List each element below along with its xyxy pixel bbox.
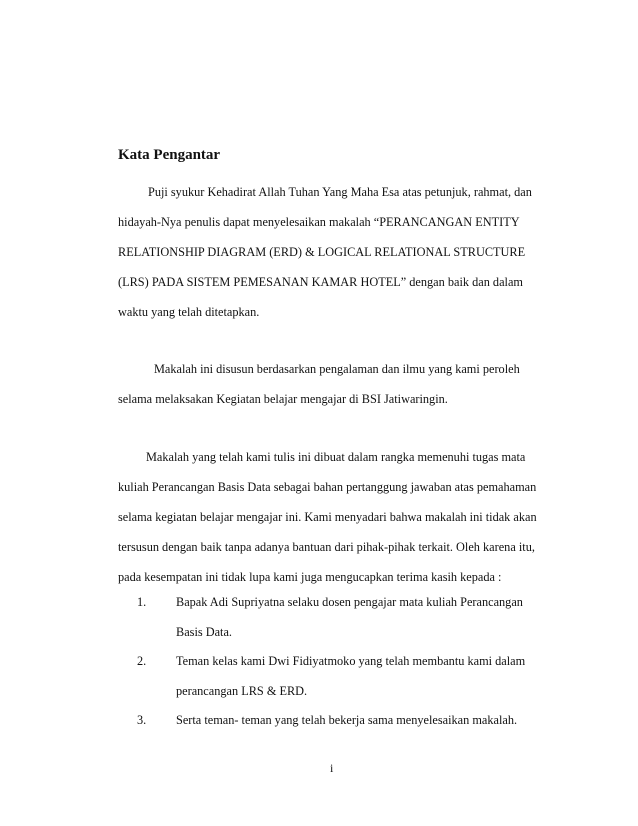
list-item-1-number: 1.	[137, 595, 147, 609]
list-item-3-line-1: Serta teman- teman yang telah bekerja sama menyelesaikan makalah.	[176, 713, 518, 727]
list-item-2-number: 2.	[137, 654, 147, 668]
list-item-2-line-2: perancangan LRS & ERD.	[176, 684, 308, 698]
page-title: Kata Pengantar	[118, 147, 221, 163]
paragraph1-line-3: RELATIONSHIP DIAGRAM (ERD) & LOGICAL RELATIONAL STRUCTURE	[118, 245, 526, 259]
paragraph3-line-2: kuliah Perancangan Basis Data sebagai bahan pertanggung jawaban atas pemahaman	[118, 480, 537, 494]
paragraph3-line-1: Makalah yang telah kami tulis ini dibuat dalam rangka memenuhi tugas mata	[146, 450, 526, 464]
paragraph1-line-5: waktu yang telah ditetapkan.	[118, 305, 260, 319]
list-item-3-number: 3.	[137, 713, 147, 727]
list-item-2-line-1: Teman kelas kami Dwi Fidiyatmoko yang telah membantu kami dalam	[176, 654, 526, 668]
paragraph1-line-2: hidayah-Nya penulis dapat menyelesaikan makalah “PERANCANGAN ENTITY	[118, 215, 520, 229]
paragraph2-line-1: Makalah ini disusun berdasarkan pengalaman dan ilmu yang kami peroleh	[154, 362, 520, 376]
paragraph3-line-3: selama kegiatan belajar mengajar ini. Kami menyadari bahwa makalah ini tidak akan	[118, 510, 537, 524]
paragraph3-line-4: tersusun dengan baik tanpa adanya bantuan dari pihak-pihak terkait. Oleh karena itu,	[118, 540, 535, 554]
paragraph3-line-5: pada kesempatan ini tidak lupa kami juga mengucapkan terima kasih kepada :	[118, 570, 502, 584]
paragraph1-line-1: Puji syukur Kehadirat Allah Tuhan Yang Maha Esa atas petunjuk, rahmat, dan	[148, 185, 532, 199]
paragraph1-line-4: (LRS) PADA SISTEM PEMESANAN KAMAR HOTEL” dengan baik dan dalam	[118, 275, 523, 289]
paragraph2-line-2: selama melaksakan Kegiatan belajar mengajar di BSI Jatiwaringin.	[118, 392, 448, 406]
list-item-1-line-2: Basis Data.	[176, 625, 233, 639]
list-item-1-line-1: Bapak Adi Supriyatna selaku dosen pengajar mata kuliah Perancangan	[176, 595, 523, 609]
page-number: i	[330, 761, 334, 775]
